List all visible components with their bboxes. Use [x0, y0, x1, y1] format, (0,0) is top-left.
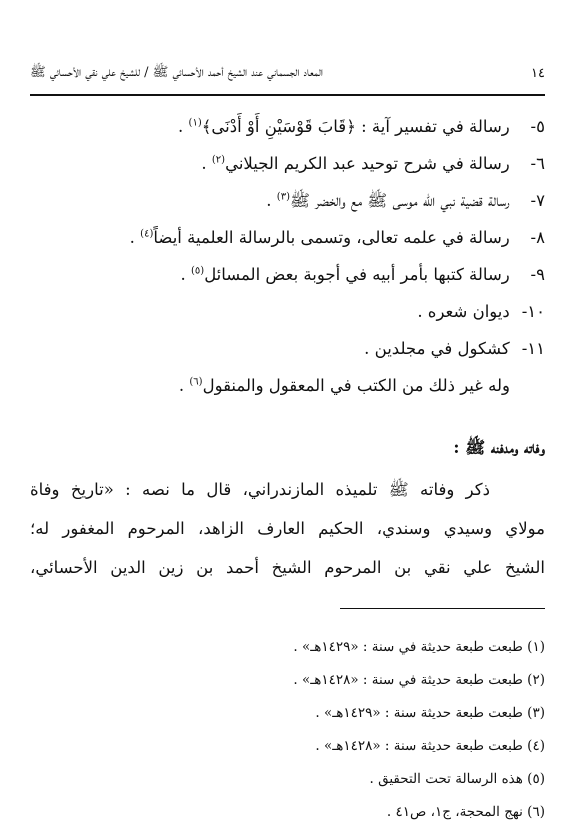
- footnote-divider: [340, 608, 545, 609]
- item-number: ٦-: [530, 154, 545, 173]
- item-number: ٧-: [530, 191, 545, 210]
- footnote: (٢) طبعت طبعة حديثة في سنة : «١٤٢٨هـ» .: [293, 672, 545, 688]
- footnote: (٤) طبعت طبعة حديثة سنة : «١٤٢٨هـ» .: [315, 738, 545, 754]
- item-text: رسالة في تفسير آية : ﴿قَابَ قَوْسَيْنِ أَوْ أَدْنَى﴾: [201, 117, 510, 136]
- item-end: .: [178, 117, 189, 136]
- item-end: .: [180, 265, 191, 284]
- item-text: رسالة في شرح توحيد عبد الكريم الجيلاني: [225, 154, 510, 173]
- item-text: كشكول في مجلدين .: [364, 339, 510, 358]
- footnote: (١) طبعت طبعة حديثة في سنة : «١٤٢٩هـ» .: [293, 639, 545, 655]
- closing-end: .: [178, 376, 190, 395]
- footnote-marker: (٢): [211, 154, 226, 166]
- closing-line: [30, 367, 545, 404]
- footnote-marker: (٣): [276, 191, 290, 203]
- footnote-marker: (٦): [189, 376, 203, 388]
- list-item: [30, 330, 545, 367]
- list-item: [30, 256, 545, 293]
- body-paragraph: [30, 470, 545, 587]
- item-text: ديوان شعره .: [417, 302, 510, 321]
- item-number: ١١-: [521, 339, 545, 358]
- footnote-marker: (٤): [140, 228, 154, 240]
- paragraph-line: مولاي وسيدي وسندي، الحكيم العارف الزاهد، المرحوم المغفور له؛: [30, 519, 545, 538]
- footnote: (٥) هذه الرسالة تحت التحقيق .: [369, 771, 545, 787]
- list-item: [30, 293, 545, 330]
- item-end: .: [201, 154, 212, 173]
- footnote: (٦) نهج المحجة، ج١، ص٤١ .: [386, 804, 545, 820]
- item-end: .: [266, 191, 277, 210]
- footnote-marker: (٥): [191, 265, 205, 277]
- item-number: ٨-: [530, 228, 545, 247]
- closing-text: وله غير ذلك من الكتب في المعقول والمنقول: [202, 376, 510, 395]
- item-number: ٥-: [530, 117, 545, 136]
- item-number: ١٠-: [521, 302, 545, 321]
- page-header: [30, 60, 545, 86]
- header-divider: [30, 94, 545, 96]
- page-number: ١٤: [531, 65, 545, 81]
- item-text: رسالة كتبها بأمر أبيه في أجوبة بعض المسائل: [204, 265, 510, 284]
- item-end: .: [129, 228, 141, 247]
- running-title: المعاد الجسماني عند الشيخ أحمد الأحسائي ﷺ / للشيخ علي نقي الأحسائي ﷺ: [30, 64, 323, 80]
- list-item: [30, 219, 545, 256]
- list-item: [30, 182, 545, 219]
- paragraph-line: الشيخ علي نقي بن المرحوم الشيخ أحمد بن زين الدين الأحسائي،: [30, 558, 545, 577]
- section-heading: وفاته ومدفنه ﷺ :: [453, 438, 545, 457]
- list-item: [30, 145, 545, 182]
- works-list: [30, 108, 545, 404]
- footnotes: [30, 631, 545, 829]
- item-text: رسالة في علمه تعالى، وتسمى بالرسالة العلمية أيضاً: [153, 228, 510, 247]
- footnote-marker: (١): [188, 117, 202, 129]
- footnote: (٣) طبعت طبعة حديثة سنة : «١٤٢٩هـ» .: [315, 705, 545, 721]
- list-item: [30, 108, 545, 145]
- item-text: رسالة قضية نبي الله موسى ﷺ مع والخضر ﷺ: [289, 191, 510, 210]
- paragraph-line: ذكر وفاته ﷺ تلميذه المازندراني، قال ما نصه : «تاريخ وفاة: [30, 480, 490, 499]
- item-number: ٩-: [530, 265, 545, 284]
